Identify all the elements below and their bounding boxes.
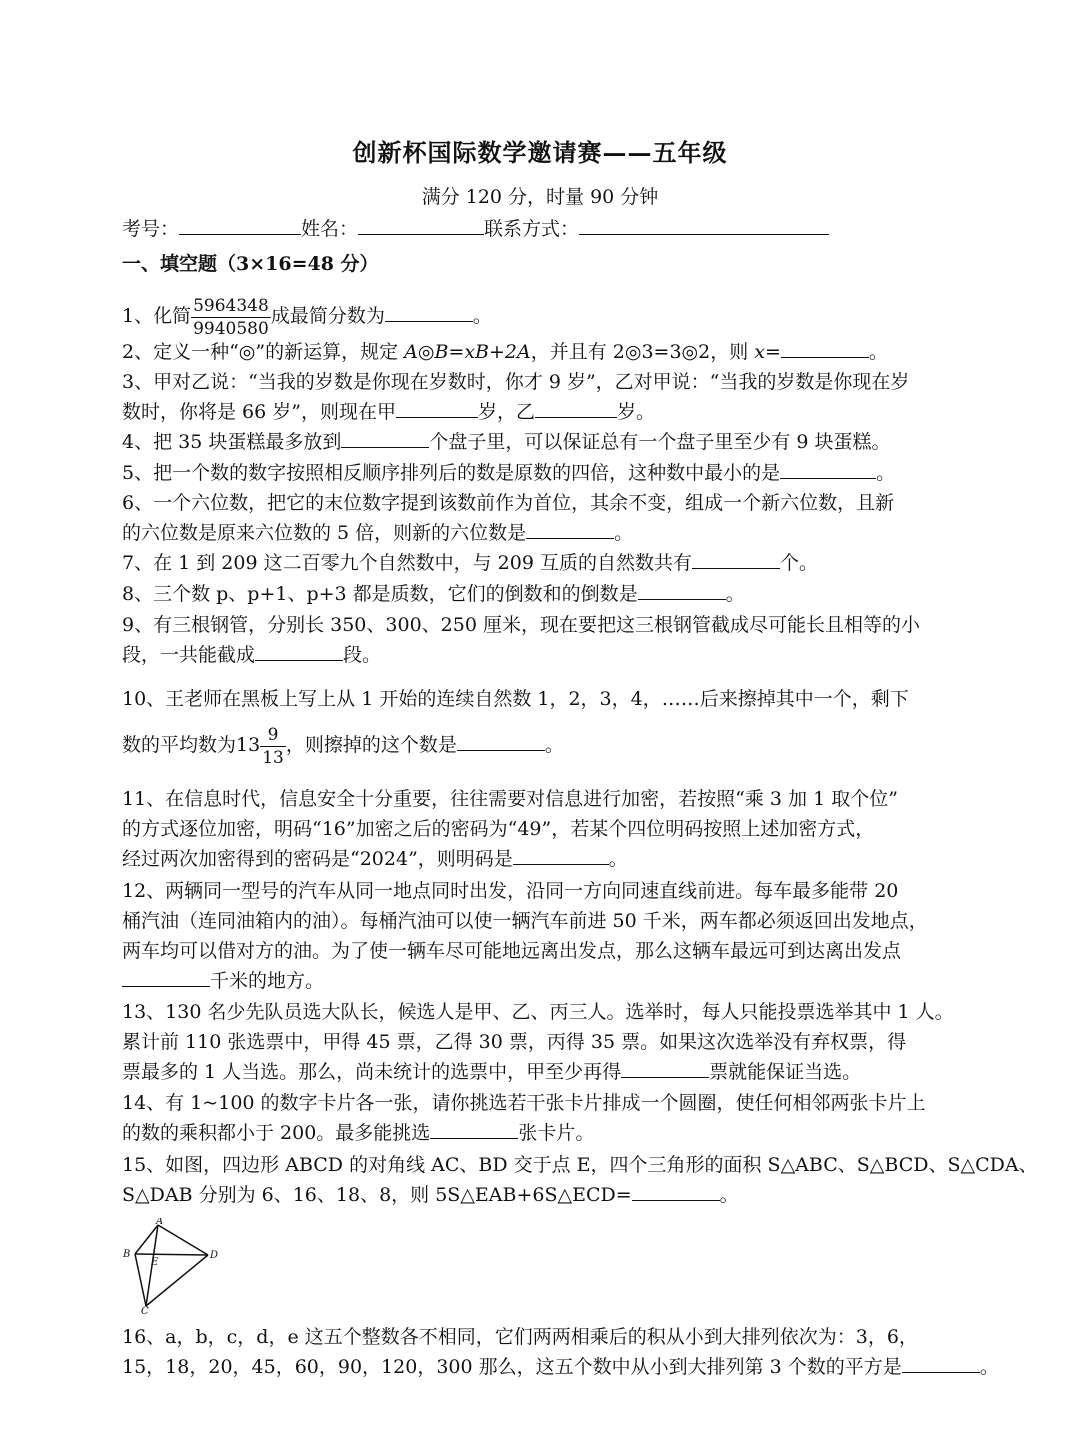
q3-text-c: 岁。 <box>617 401 656 423</box>
q16-end: 。 <box>979 1356 999 1378</box>
q1-answer-blank[interactable] <box>385 301 473 322</box>
q5-text: 5、把一个数的数字按照相反顺序排列后的数是原数的四倍，这种数中最小的是 <box>122 462 781 484</box>
q7-end: 个。 <box>779 552 818 574</box>
question-14 <box>122 1088 1010 1148</box>
q1-prefix: 1、化简 <box>122 305 192 327</box>
q10-numerator: 9 <box>260 724 286 747</box>
q13-end: 票就能保证当选。 <box>709 1061 862 1083</box>
q6-end: 。 <box>614 522 634 544</box>
q15-line-2: S△DAB 分别为 6、16、18、8，则 5S△EAB+6S△ECD= <box>122 1184 632 1206</box>
q4-answer-blank[interactable] <box>341 427 429 448</box>
question-9 <box>122 610 1010 670</box>
label-c: C <box>141 1306 149 1314</box>
quadrilateral-diagram <box>118 1218 228 1314</box>
question-11 <box>122 784 1010 874</box>
q15-answer-blank[interactable] <box>632 1180 720 1201</box>
q6-answer-blank[interactable] <box>526 518 614 539</box>
q13-line-2: 累计前 110 张选票中，甲得 45 票，乙得 30 票，丙得 35 票。如果这次选举没有弃权票，得 <box>122 1031 907 1053</box>
name-field[interactable] <box>358 214 484 235</box>
q3-text-b: 岁，乙 <box>477 401 535 423</box>
exam-no-field[interactable] <box>179 214 301 235</box>
q12-line-4: 千米的地方。 <box>210 970 325 992</box>
page-subtitle: 满分 120 分，时量 90 分钟 <box>421 186 659 208</box>
q7-text: 7、在 1 到 209 这二百零九个自然数中，与 209 互质的自然数共有 <box>122 552 692 574</box>
q10-fraction <box>260 724 286 769</box>
q2-answer-blank[interactable] <box>781 337 869 358</box>
q4-text-b: 个盘子里，可以保证总有一个盘子里至少有 9 块蛋糕。 <box>429 431 891 453</box>
q6-line-2: 的六位数是原来六位数的 5 倍，则新的六位数是 <box>122 522 527 544</box>
q3-text-a: 数时，你将是 66 岁”，则现在甲 <box>122 401 396 423</box>
q12-line-1: 12、两辆同一型号的汽车从同一地点同时出发，沿同一方向同速直线前进。每车最多能带 20 <box>122 880 899 902</box>
q10-end: 。 <box>544 734 564 756</box>
q16-answer-blank[interactable] <box>902 1352 980 1373</box>
label-e: E <box>151 1257 159 1268</box>
q15-line-1: 15、如图，四边形 ABCD 的对角线 AC、BD 交于点 E，四个三角形的面积 S△ABC、S△BCD、S△CDA、 <box>122 1154 1038 1176</box>
q1-fraction <box>191 295 271 340</box>
q16-line-2: 15，18，20，45，60，90，120，300 那么，这五个数中从小到大排列第 3 个数的平方是 <box>122 1356 902 1378</box>
edge-bc <box>135 1254 146 1306</box>
question-3 <box>122 367 1010 427</box>
q3-line-1: 3、甲对乙说：“当我的岁数是你现在岁数时，你才 9 岁”，乙对甲说：“当我的岁数是你现在岁 <box>122 371 910 393</box>
q11-end: 。 <box>608 848 628 870</box>
q8-end: 。 <box>725 583 745 605</box>
question-6 <box>122 488 1010 548</box>
q12-line-3: 两车均可以借对方的油。为了使一辆车尽可能地远离出发点，那么这辆车最远可到达离出发点 <box>122 940 902 962</box>
label-d: D <box>210 1250 219 1261</box>
q14-end: 张卡片。 <box>518 1122 595 1144</box>
q10-answer-blank[interactable] <box>457 730 545 751</box>
q10-text-a: 数的平均数为13 <box>122 734 261 756</box>
question-10 <box>122 684 1010 776</box>
q11-line-1: 11、在信息时代，信息安全十分重要，往往需要对信息进行加密，若按照“乘 3 加 1 取个位” <box>122 788 898 810</box>
q5-answer-blank[interactable] <box>780 458 876 479</box>
q14-answer-blank[interactable] <box>430 1118 518 1139</box>
q10-denominator: 13 <box>262 747 284 768</box>
q1-numerator: 5964348 <box>193 295 269 316</box>
q8-answer-blank[interactable] <box>638 579 726 600</box>
q11-line-3: 经过两次加密得到的密码是“2024”，则明码是 <box>122 848 513 870</box>
q12-line-2: 桶汽油（连同油箱内的油）。每桶汽油可以使一辆汽车前进 50 千米，两车都必须返回出发地点， <box>122 910 928 932</box>
q13-line-3: 票最多的 1 人当选。那么，尚未统计的选票中，甲至少再得 <box>122 1061 622 1083</box>
page-title: 创新杯国际数学邀请赛——五年级 <box>352 138 728 167</box>
q12-answer-blank[interactable] <box>122 966 210 987</box>
question-16 <box>122 1322 1010 1382</box>
q11-answer-blank[interactable] <box>513 844 609 865</box>
question-5 <box>122 458 1010 488</box>
question-15 <box>122 1150 1038 1210</box>
question-13 <box>122 997 1010 1087</box>
section-title: 一、填空题（3×16=48 分） <box>122 253 379 275</box>
q2-formula: A◎B=xB+2A <box>404 341 531 363</box>
q11-line-2: 的方式逐位加密，明码“16”加密之后的密码为“49”，若某个四位明码按照上述加密方式， <box>122 818 875 840</box>
q10-text-b: ，则擦掉的这个数是 <box>285 734 457 756</box>
q13-line-1: 13、130 名少先队员选大队长，候选人是甲、乙、丙三人。选举时，每人只能投票选举其中 1 人。 <box>122 1001 954 1023</box>
q10-line-1: 10、王老师在黑板上写上从 1 开始的连续自然数 1，2，3，4，……后来擦掉其中一个，剩下 <box>122 688 909 710</box>
q8-text: 8、三个数 p、p+1、p+3 都是质数，它们的倒数和的倒数是 <box>122 583 638 605</box>
q1-denominator: 9940580 <box>193 318 269 339</box>
q4-text-a: 4、把 35 块蛋糕最多放到 <box>122 431 342 453</box>
contact-field[interactable] <box>579 214 829 235</box>
label-b: B <box>123 1249 131 1260</box>
q2-variable: x= <box>754 341 781 363</box>
diagonal-bd <box>135 1254 208 1255</box>
student-info-row <box>122 214 982 241</box>
q15-end: 。 <box>719 1184 739 1206</box>
label-a: A <box>156 1218 164 1227</box>
q2-text-b: ，并且有 2◎3=3◎2，则 <box>530 341 755 363</box>
q6-line-1: 6、一个六位数，把它的末位数字提到该数前作为首位，其余不变，组成一个新六位数，且新 <box>122 492 895 514</box>
q1-suffix: 成最简分数为 <box>270 305 385 327</box>
q13-answer-blank[interactable] <box>621 1057 709 1078</box>
question-4 <box>122 427 1010 457</box>
question-12 <box>122 876 1010 996</box>
question-8 <box>122 579 1010 609</box>
q9-answer-blank[interactable] <box>255 640 343 661</box>
q1-end: 。 <box>472 305 492 327</box>
q9-end: 段。 <box>343 644 382 666</box>
name-label: 姓名： <box>301 218 359 240</box>
q2-text-a: 2、定义一种“◎”的新运算，规定 <box>122 341 405 363</box>
contact-label: 联系方式： <box>484 218 580 240</box>
q9-line-2: 段，一共能截成 <box>122 644 256 666</box>
q14-line-1: 14、有 1~100 的数字卡片各一张，请你挑选若干张卡片排成一个圆圈，使任何相邻两张卡片上 <box>122 1092 926 1114</box>
q14-line-2: 的数的乘积都小于 200。最多能挑选 <box>122 1122 431 1144</box>
q9-line-1: 9、有三根钢管，分别长 350、300、250 厘米，现在要把这三根钢管截成尽可能长且相等的小 <box>122 614 920 636</box>
question-2 <box>122 337 1010 367</box>
q7-answer-blank[interactable] <box>692 548 780 569</box>
q3-answer-blank-1[interactable] <box>396 397 478 418</box>
q3-answer-blank-2[interactable] <box>535 397 617 418</box>
q5-end: 。 <box>876 462 896 484</box>
q16-line-1: 16、a，b，c，d，e 这五个整数各不相同，它们两两相乘后的积从小到大排列依次为：3，6， <box>122 1326 918 1348</box>
edge-ad <box>158 1225 208 1255</box>
exam-no-label: 考号： <box>122 218 180 240</box>
question-7 <box>122 548 1010 578</box>
q2-end: 。 <box>868 341 888 363</box>
